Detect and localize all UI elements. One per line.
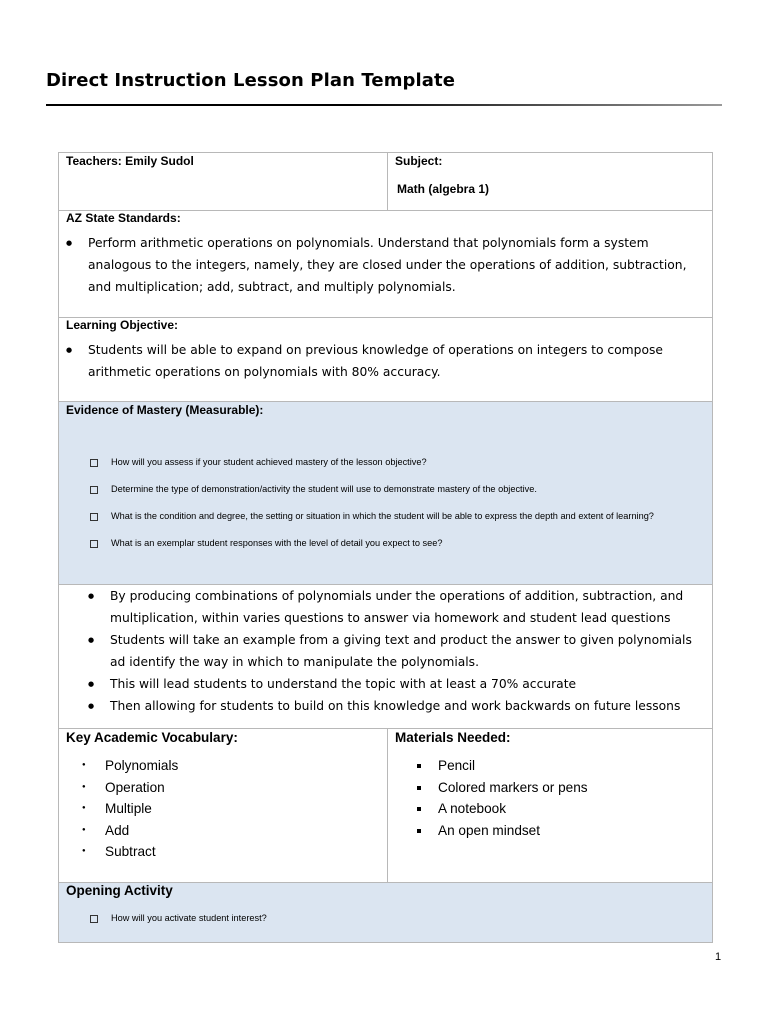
checklist-item: Determine the type of demonstration/activity the student will use to demonstrate mastery of the objective. xyxy=(88,482,705,496)
vocabulary-label: Key Academic Vocabulary: xyxy=(66,730,238,745)
opening-label: Opening Activity xyxy=(66,883,173,898)
list-item: An open mindset xyxy=(411,820,705,842)
mastery-row xyxy=(59,402,712,585)
checklist-item: How will you activate student interest? xyxy=(88,911,705,925)
vocabulary-cell xyxy=(59,729,388,882)
lesson-plan-table xyxy=(58,152,713,943)
checklist-item: What is an exemplar student responses with the level of detail you expect to see? xyxy=(88,536,705,550)
objective-row xyxy=(59,318,712,402)
materials-label: Materials Needed: xyxy=(395,730,511,745)
opening-prompts xyxy=(66,911,705,925)
list-item: ● By producing combinations of polynomials under the operations of addition, subtraction, and multiplication, within varies questions to answer via homework and student lead questions xyxy=(88,585,705,629)
list-item: ● Subtract xyxy=(78,841,380,863)
list-item: Colored markers or pens xyxy=(411,777,705,799)
opening-row xyxy=(59,883,712,942)
document-title: Direct Instruction Lesson Plan Template xyxy=(46,70,456,91)
teachers-label: Teachers: Emily Sudol xyxy=(66,154,194,168)
opening-cell xyxy=(59,883,712,942)
mastery-cell xyxy=(59,402,712,584)
list-item: A notebook xyxy=(411,798,705,820)
standards-row xyxy=(59,211,712,318)
list-item: Pencil xyxy=(411,755,705,777)
mastery-label: Evidence of Mastery (Measurable): xyxy=(66,403,264,417)
objective-label: Learning Objective: xyxy=(66,318,179,332)
list-item: ● Polynomials xyxy=(78,755,380,777)
list-item: ● Students will be able to expand on previous knowledge of operations on integers to compose arithmetic operations on polynomials with 80% accuracy. xyxy=(66,339,705,383)
subject-label: Subject: xyxy=(395,154,443,168)
materials-cell xyxy=(388,729,712,882)
subject-value: Math (algebra 1) xyxy=(397,182,490,196)
list-item: ● This will lead students to understand the topic with at least a 70% accurate xyxy=(88,673,705,695)
list-item: ● Add xyxy=(78,820,380,842)
mastery-answers-cell xyxy=(59,585,712,728)
list-item: ● Operation xyxy=(78,777,380,799)
checklist-item: What is the condition and degree, the setting or situation in which the student will be able to express the depth and extent of learning? xyxy=(88,509,705,523)
header-row xyxy=(59,153,712,211)
list-item: ● Perform arithmetic operations on polynomials. Understand that polynomials form a system analogous to the integers, namely, they are closed under the operations of addition, subtraction, and multiplication; add, subtract, and multiply polynomials. xyxy=(66,232,705,298)
title-rule xyxy=(46,104,722,106)
list-item: ● Then allowing for students to build on this knowledge and work backwards on future lessons xyxy=(88,695,705,717)
list-item: ● Students will take an example from a giving text and product the answer to given polynomials ad identify the way in which to manipulate the polynomials. xyxy=(88,629,705,673)
objective-cell xyxy=(59,318,712,401)
standards-label: AZ State Standards: xyxy=(66,211,181,225)
objective-list xyxy=(66,339,705,383)
checklist-item: How will you assess if your student achieved mastery of the lesson objective? xyxy=(88,455,705,469)
vocabulary-list xyxy=(66,755,380,863)
mastery-answers-list xyxy=(66,585,705,717)
standards-list xyxy=(66,232,705,298)
mastery-answers-row xyxy=(59,585,712,729)
subject-cell xyxy=(388,153,712,210)
mastery-prompts xyxy=(66,455,705,550)
teachers-cell xyxy=(59,153,388,210)
page-number: 1 xyxy=(715,951,722,963)
list-item: ● Multiple xyxy=(78,798,380,820)
materials-list xyxy=(395,755,705,841)
standards-cell xyxy=(59,211,712,317)
vocab-materials-row xyxy=(59,729,712,883)
